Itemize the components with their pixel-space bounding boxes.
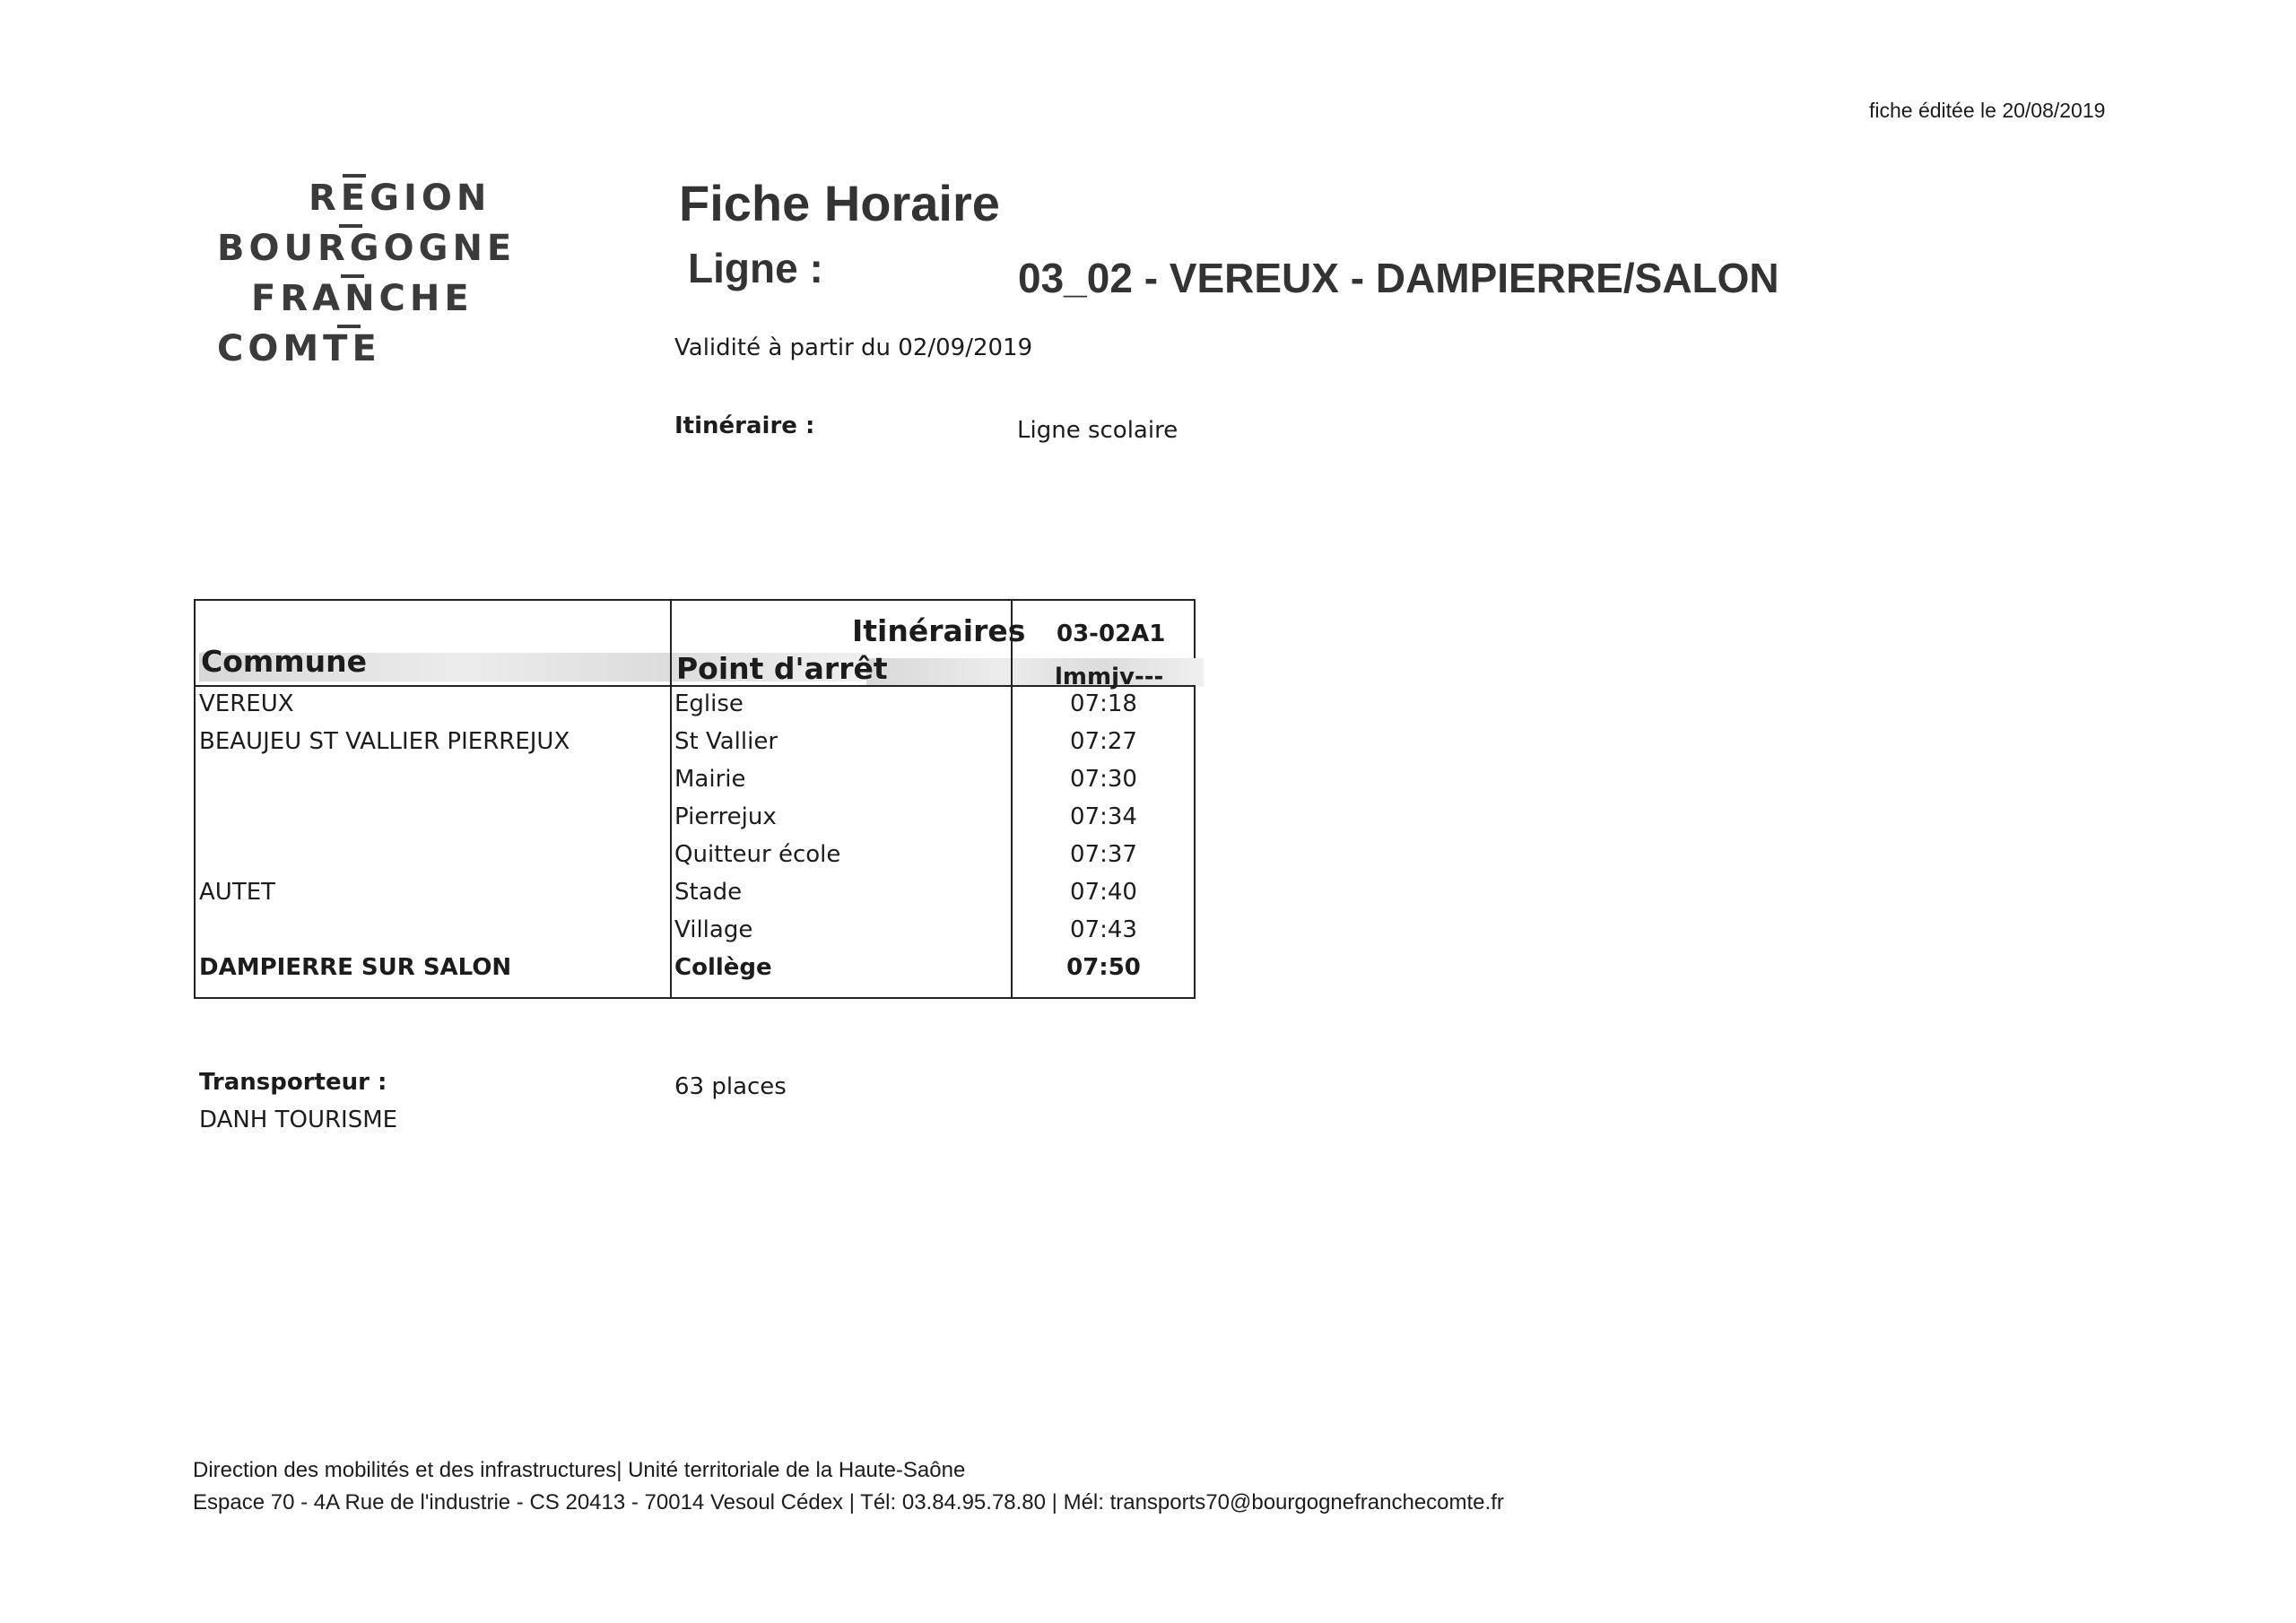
logo-accent-bar — [337, 325, 361, 328]
header-itineraires: Itinéraires — [852, 613, 1026, 648]
footer-line-2: Espace 70 - 4A Rue de l'industrie - CS 20413 - 70014 Vesoul Cédex | Tél: 03.84.95.78.80 | Mél: transports70@bourgognefranchecomte.fr — [193, 1490, 1504, 1515]
row-time: 07:40 — [1070, 879, 1137, 906]
row-time: 07:27 — [1070, 728, 1137, 755]
edited-date: fiche éditée le 20/08/2019 — [1869, 99, 2106, 122]
row-stop: Stade — [674, 879, 743, 906]
row-time: 07:34 — [1070, 803, 1137, 830]
itineraire-value: Ligne scolaire — [1017, 417, 1178, 444]
row-stop: Mairie — [674, 766, 746, 793]
row-stop: Pierrejux — [674, 803, 777, 830]
header-commune: Commune — [201, 644, 368, 679]
row-time: 07:30 — [1070, 766, 1137, 793]
header-point-arret: Point d'arrêt — [676, 651, 888, 686]
logo-accent-bar — [343, 174, 366, 178]
row-time: 07:18 — [1070, 690, 1137, 717]
row-commune: DAMPIERRE SUR SALON — [199, 954, 512, 981]
footer-line-1: Direction des mobilités et des infrastructures| Unité territoriale de la Haute-Saône — [193, 1458, 966, 1482]
logo-line-comte: COMTE — [217, 328, 381, 369]
header-itinerary-code: 03-02A1 — [1057, 621, 1166, 647]
itineraire-label: Itinéraire : — [674, 412, 815, 439]
row-time: 07:37 — [1070, 841, 1137, 868]
row-stop: Quitteur école — [674, 841, 841, 868]
logo-line-region: REGION — [309, 178, 491, 219]
row-stop: Village — [674, 916, 753, 943]
transporteur-value: DANH TOURISME — [199, 1107, 398, 1133]
row-stop: Collège — [674, 954, 772, 981]
header-days: lmmjv--- — [1055, 664, 1164, 690]
capacity: 63 places — [674, 1073, 787, 1100]
row-commune: BEAUJEU ST VALLIER PIERREJUX — [199, 728, 570, 755]
region-logo — [199, 178, 517, 378]
row-stop: St Vallier — [674, 728, 778, 755]
row-commune: AUTET — [199, 879, 276, 906]
validity-date: Validité à partir du 02/09/2019 — [674, 334, 1033, 361]
column-divider — [670, 601, 672, 999]
ligne-value: 03_02 - VEREUX - DAMPIERRE/SALON — [1018, 255, 1779, 301]
logo-accent-bar — [339, 224, 362, 228]
page-title: Fiche Horaire — [679, 175, 1000, 231]
row-stop: Eglise — [674, 690, 744, 717]
logo-line-bourgogne: BOURGOGNE — [217, 228, 517, 269]
row-time: 07:50 — [1066, 954, 1141, 981]
timetable — [194, 599, 1196, 999]
row-time: 07:43 — [1070, 916, 1137, 943]
row-commune: VEREUX — [199, 690, 294, 717]
ligne-label: Ligne : — [688, 245, 823, 291]
logo-line-franche: FRANCHE — [251, 278, 474, 319]
transporteur-label: Transporteur : — [199, 1069, 387, 1096]
logo-accent-bar — [341, 274, 364, 278]
